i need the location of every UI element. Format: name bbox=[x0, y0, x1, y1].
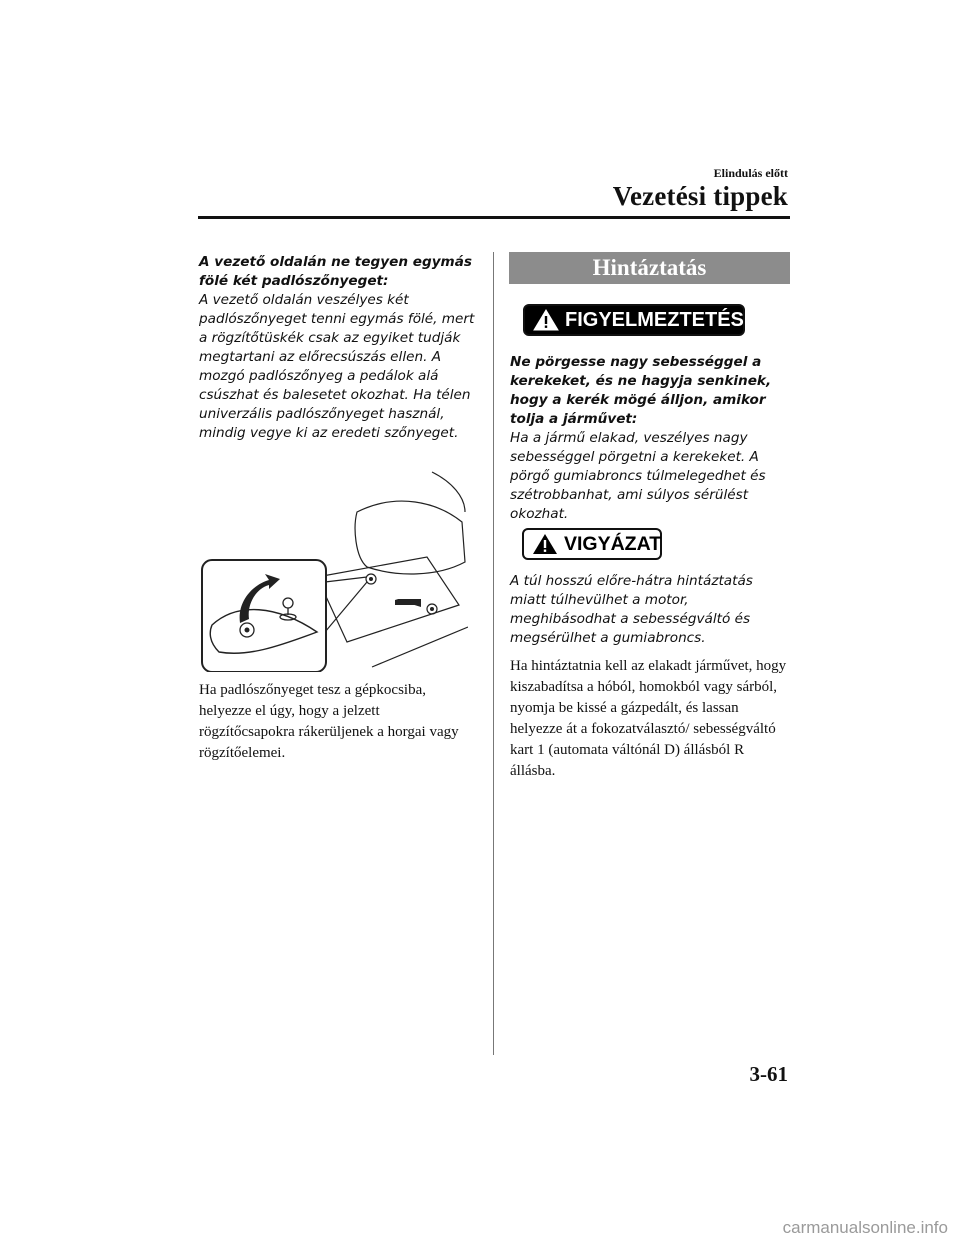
rocking-warning bbox=[510, 353, 790, 524]
floor-mat-warning bbox=[199, 253, 479, 443]
caution-triangle-icon bbox=[532, 533, 558, 555]
caution-badge-label: VIGYÁZAT bbox=[564, 532, 662, 555]
rocking-instruction: Ha hintáztatnia kell az elakadt járművet, hogy kiszabadítsa a hóból, homokból vagy sárból, nyomja be kissé a gázpedált, és lassan helyezze át a fokozatválasztó/ sebességváltó kart 1 (automata váltónál D) állásból R állásba. bbox=[510, 658, 787, 779]
watermark: carmanualsonline.info bbox=[782, 1218, 948, 1237]
header-divider bbox=[198, 216, 790, 219]
warning-triangle-icon bbox=[533, 309, 559, 331]
rocking-caution-text: A túl hosszú előre-hátra hintáztatás miatt túlhevülhet a motor, meghibásodhat a sebességváltó és megsérülhet a gumiabroncs. bbox=[510, 573, 753, 646]
floor-mat-illustration bbox=[197, 467, 468, 672]
section-title-rocking: Hintáztatás bbox=[509, 252, 790, 284]
warning-badge bbox=[523, 304, 745, 336]
page-number: 3-61 bbox=[749, 1062, 788, 1086]
caution-badge bbox=[522, 528, 662, 560]
rocking-warning-text: Ha a jármű elakad, veszélyes nagy sebességgel pörgetni a kerekeket. A pörgő gumiabroncs túlmelegedhet és szétrobbanhat, ami súlyos sérülést okozhat. bbox=[510, 430, 766, 522]
column-divider bbox=[493, 252, 494, 1055]
rocking-warning-heading: Ne pörgesse nagy sebességgel a kerekeket, és ne hagyja senkinek, hogy a kerék mögé álljon, amikor tolja a járművet: bbox=[510, 354, 772, 427]
warning-badge-label: FIGYELMEZTETÉS bbox=[565, 308, 744, 331]
floor-mat-instruction: Ha padlószőnyeget tesz a gépkocsiba, helyezze el úgy, hogy a jelzett rögzítőcsapokra rákerüljenek a horgai vagy rögzítőelemei. bbox=[199, 682, 459, 761]
page-title: Vezetési tippek bbox=[612, 181, 788, 211]
chapter-label: Elindulás előtt bbox=[713, 166, 788, 180]
floor-mat-warning-text: A vezető oldalán veszélyes két padlószőnyeget tenni egymás fölé, mert a rögzítőtüskék csak az egyiket tudják megtartani az előrecsúszás ellen. A mozgó padlószőnyeg a pedálok alá csúszhat és balesetet okozhat. Ha télen univerzális padlószőnyeget használ, mindig vegye ki az eredeti szőnyeget. bbox=[199, 292, 475, 441]
floor-mat-warning-heading: A vezető oldalán ne tegyen egymás fölé két padlószőnyeget: bbox=[199, 254, 472, 289]
